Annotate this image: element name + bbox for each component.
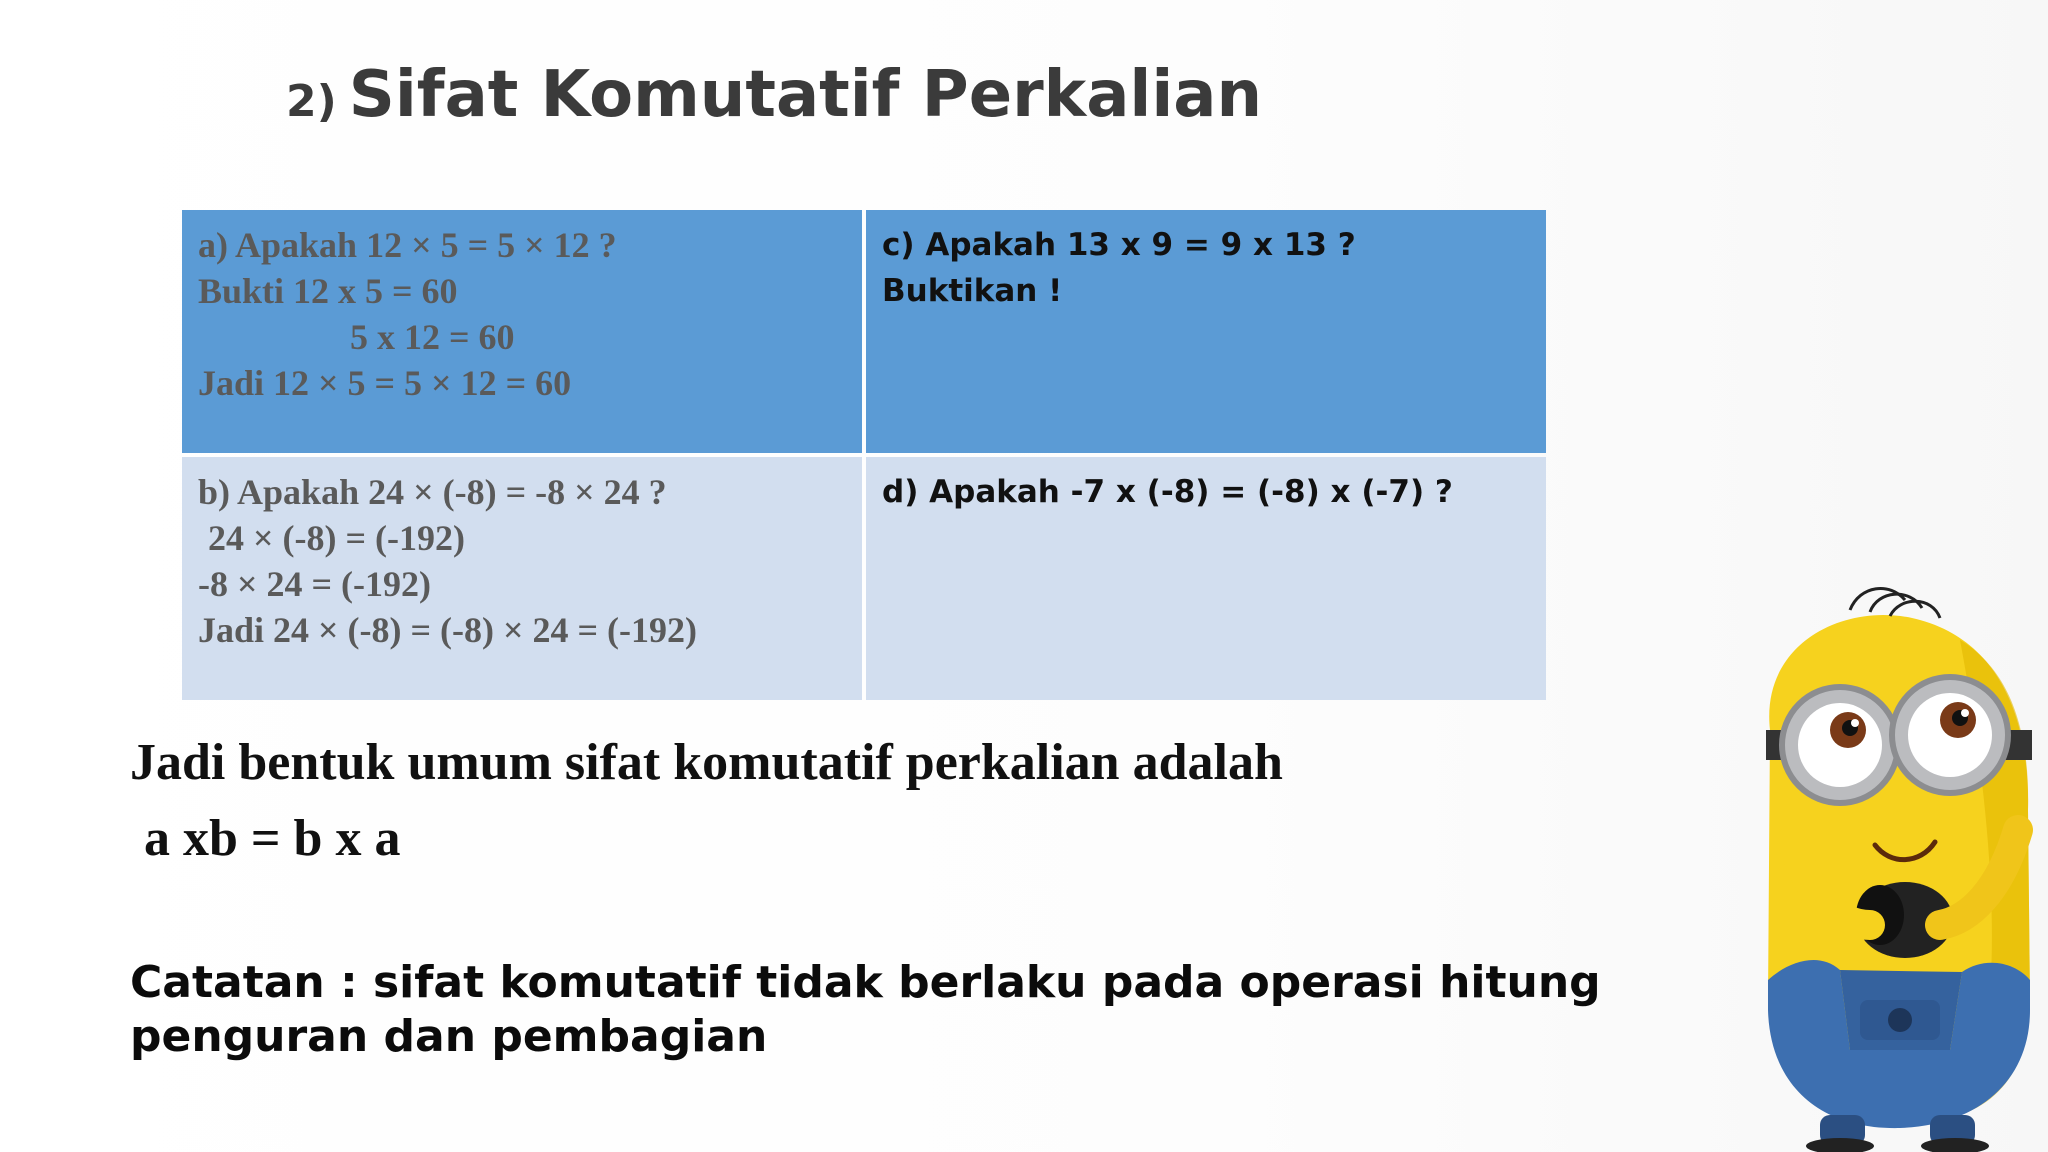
cell-a-line-1: a) Apakah 12 × 5 = 5 × 12 ?: [198, 225, 617, 265]
cell-b-line-2: 24 × (-8) = (-192): [208, 518, 465, 558]
cell-b-line-4: Jadi 24 × (-8) = (-8) × 24 = (-192): [198, 610, 697, 650]
conclusion-statement: Jadi bentuk umum sifat komutatif perkalian adalah: [130, 734, 1283, 791]
examples-table: [182, 210, 1546, 700]
table-cell-a: [182, 210, 862, 453]
slide-title: [286, 58, 1262, 132]
table-cell-c: [866, 210, 1546, 453]
cell-d-line-1: d) Apakah -7 x (-8) = (-8) x (-7) ?: [882, 474, 1453, 510]
conclusion-block: [130, 728, 1283, 874]
cell-a-line-2: Bukti 12 x 5 = 60: [198, 271, 458, 311]
title-text: Sifat Komutatif Perkalian: [348, 58, 1263, 132]
cell-a-line-4: Jadi 12 × 5 = 5 × 12 = 60: [198, 363, 572, 403]
note-text: Catatan : sifat komutatif tidak berlaku pada operasi hitung penguran dan pembagian: [130, 957, 1601, 1062]
cell-a-line-3: 5 x 12 = 60: [350, 317, 515, 357]
cell-b-line-1: b) Apakah 24 × (-8) = -8 × 24 ?: [198, 472, 667, 512]
general-formula: a xb = b x a: [144, 810, 401, 867]
cell-b-line-3: -8 × 24 = (-192): [198, 564, 431, 604]
cell-c-line-1: c) Apakah 13 x 9 = 9 x 13 ?: [882, 227, 1356, 263]
table-cell-d: [866, 457, 1546, 700]
table-cell-b: [182, 457, 862, 700]
cell-c-line-2: Buktikan !: [882, 273, 1063, 309]
title-number: 2): [286, 76, 337, 127]
minion-character-icon: [1700, 580, 2048, 1152]
